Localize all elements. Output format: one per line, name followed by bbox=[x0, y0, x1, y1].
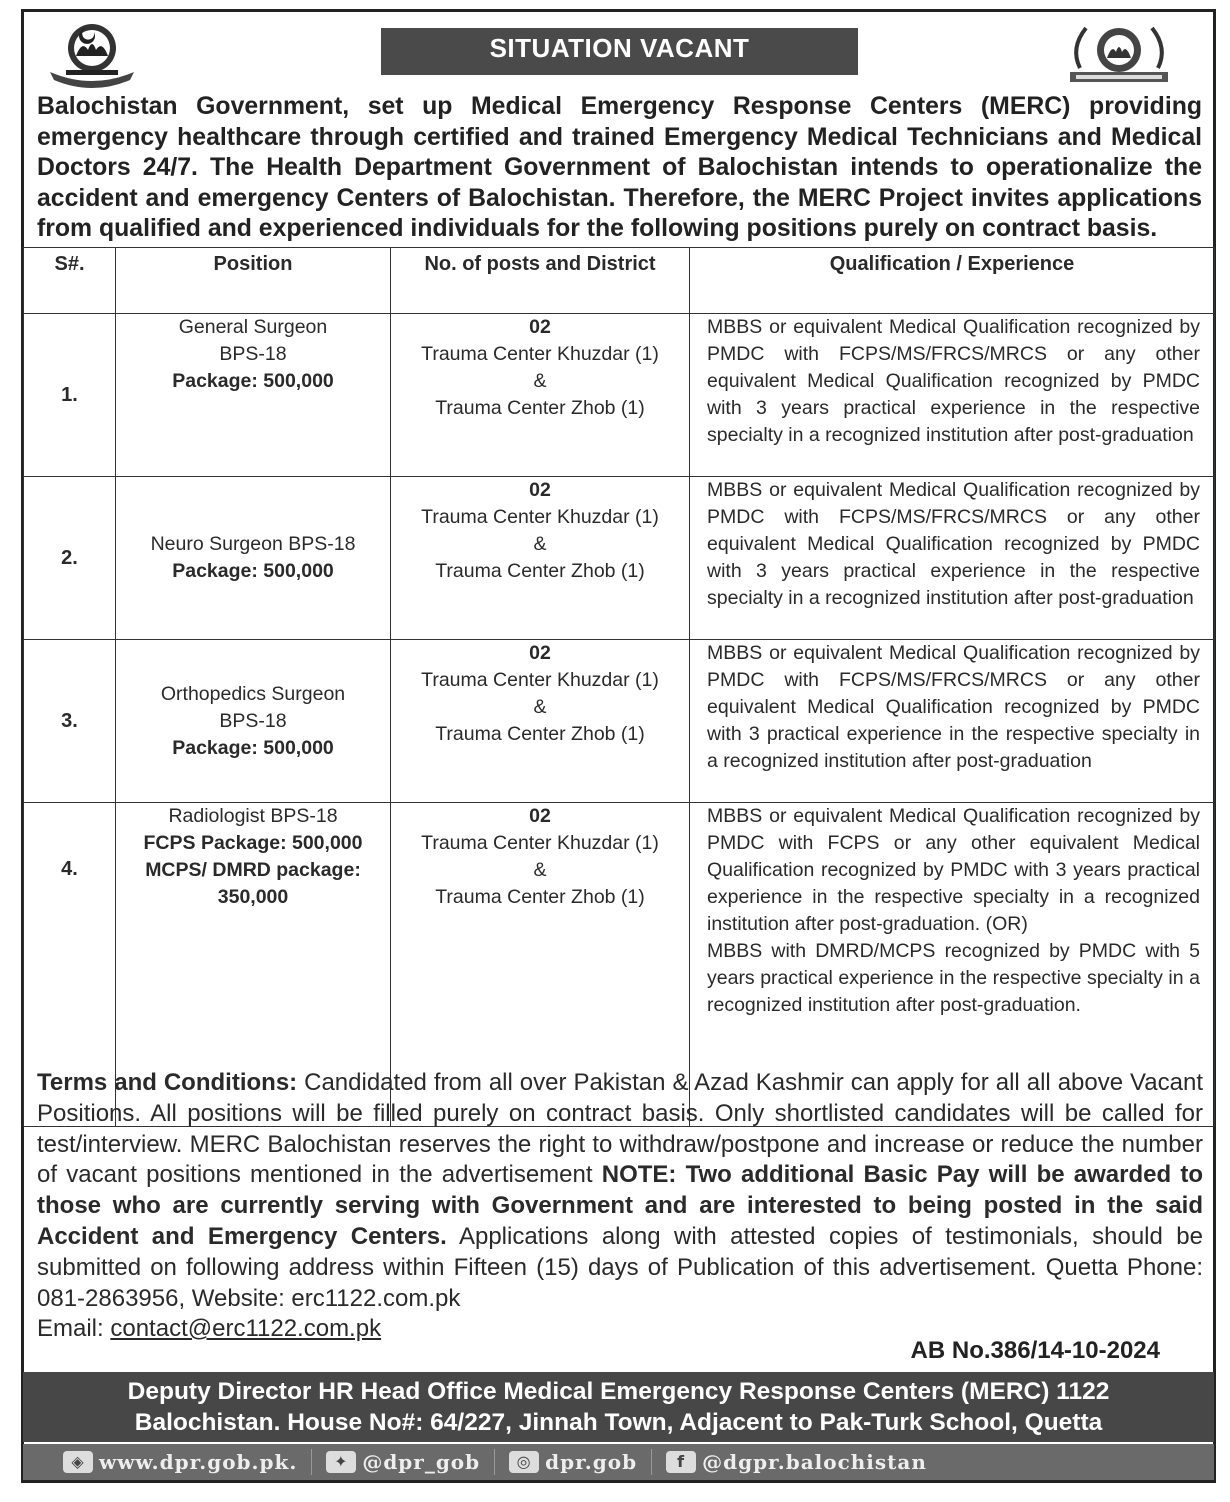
posts-count: 02 bbox=[529, 479, 551, 501]
position-grade: BPS-18 bbox=[219, 709, 287, 732]
positions-table bbox=[23, 247, 1215, 1127]
facebook-text: @dgpr.balochistan bbox=[702, 1450, 927, 1474]
contact-address-band bbox=[23, 1372, 1214, 1442]
twitter-text: @dpr_gob bbox=[362, 1450, 481, 1474]
header-qualification: Qualification / Experience bbox=[690, 248, 1215, 314]
row-qualification bbox=[690, 314, 1215, 477]
table-row bbox=[24, 477, 1215, 640]
row-sn: 2. bbox=[24, 477, 116, 640]
website-link[interactable] bbox=[63, 1450, 297, 1474]
position-title: General Surgeon bbox=[178, 316, 328, 338]
district-1: Trauma Center Khuzdar (1) bbox=[421, 832, 659, 854]
district-ampersand: & bbox=[533, 859, 547, 881]
posts-count: 02 bbox=[529, 642, 551, 664]
district-2: Trauma Center Zhob (1) bbox=[435, 723, 645, 745]
position-package-mcps: MCPS/ DMRD package: bbox=[145, 859, 361, 881]
header-posts-district: No. of posts and District bbox=[391, 248, 690, 314]
table-header-row bbox=[24, 248, 1215, 314]
row-position bbox=[116, 314, 391, 477]
district-1: Trauma Center Khuzdar (1) bbox=[421, 343, 659, 365]
position-title: Radiologist BPS-18 bbox=[168, 805, 338, 827]
position-title: Orthopedics Surgeon bbox=[160, 682, 346, 705]
district-ampersand: & bbox=[533, 696, 547, 718]
intro-paragraph: Balochistan Government, set up Medical Emergency Response Centers (MERC) providing emergency healthcare through certified and trained Emergency Medical Technicians and Medical Doctors 24/7. The Health Department Government of Balochistan intends to operationalize the accident and emergency Centers of Balochistan. Therefore, the MERC Project invites applications from qualified and experienced individuals for the following positions purely on contract basis. bbox=[37, 93, 1202, 242]
row-sn: 3. bbox=[24, 640, 116, 803]
terms-heading: Terms and Conditions: bbox=[37, 1069, 298, 1096]
header-position: Position bbox=[116, 248, 391, 314]
terms-note: NOTE: Two additional Basic Pay will be awarded to those who are currently serving with Government and are interested to being posted in the said Accident and Emergency Centers. bbox=[37, 1161, 1204, 1250]
table-row bbox=[24, 314, 1215, 477]
row-sn: 1. bbox=[24, 314, 116, 477]
district-ampersand: & bbox=[533, 533, 547, 555]
situation-vacant-banner: SITUATION VACANT bbox=[381, 28, 858, 75]
row-position bbox=[116, 477, 391, 640]
qualification-text: MBBS or equivalent Medical Qualification recognized by PMDC with FCPS/MS/FRCS/MRCS or any other equivalent Medical Qualification recognized by PMDC with 3 years practical experience in the respective specialty in a recognized institution after post-graduation bbox=[707, 479, 1200, 609]
district-2: Trauma Center Zhob (1) bbox=[435, 886, 645, 908]
district-1: Trauma Center Khuzdar (1) bbox=[421, 506, 659, 528]
row-qualification bbox=[690, 477, 1215, 640]
qualification-text: MBBS or equivalent Medical Qualification recognized by PMDC with FCPS or any other equivalent Medical Qualification recognized by PMDC with 3 years practical experience in the respective specialty in a recognized institution after post-graduation. (OR) bbox=[707, 805, 1200, 935]
header-sn: S#. bbox=[24, 248, 116, 314]
position-package: Package: 500,000 bbox=[172, 370, 334, 392]
position-package: Package: 500,000 bbox=[172, 736, 334, 759]
qualification-text-alt: MBBS with DMRD/MCPS recognized by PMDC with 5 years practical experience in the respective specialty in a recognized institution after post-graduation. bbox=[707, 940, 1200, 1016]
table-row bbox=[24, 640, 1215, 803]
social-links-bar bbox=[23, 1444, 1214, 1480]
divider bbox=[311, 1449, 312, 1475]
posts-count: 02 bbox=[529, 805, 551, 827]
twitter-link[interactable] bbox=[326, 1450, 480, 1474]
position-package-mcps-amount: 350,000 bbox=[217, 886, 289, 908]
facebook-link[interactable] bbox=[666, 1450, 927, 1474]
terms-text-2: Applications along with attested copies of testimonials, should be submitted on following address within Fifteen (15) days of Publication of this advertisement. Quetta Phone: 081-2863956, Website: erc1122.com.pk bbox=[37, 1222, 1203, 1312]
row-posts-district bbox=[391, 640, 690, 803]
address-line-2: Balochistan. House No#: 64/227, Jinnah Town, Adjacent to Pak-Turk School, Quetta bbox=[134, 1409, 1103, 1436]
merc-1122-logo bbox=[1060, 18, 1178, 90]
instagram-icon: ◎ bbox=[509, 1451, 539, 1473]
address-line-1: Deputy Director HR Head Office Medical Emergency Response Centers (MERC) 1122 bbox=[127, 1378, 1110, 1405]
position-title: Neuro Surgeon BPS-18 bbox=[150, 533, 356, 555]
terms-and-conditions bbox=[37, 1068, 1203, 1314]
district-2: Trauma Center Zhob (1) bbox=[435, 397, 645, 419]
terms-text: Candidated from all over Pakistan & Azad Kashmir can apply for all all above Vacant Positions. All positions will be filled purely on contract basis. Only shortlisted candidates will be called for test/interview. MERC Balochistan reserves the right to withdraw/postpone and increase or reduce the number of vacant positions mentioned in the advertisement bbox=[37, 1069, 1203, 1189]
email-link[interactable]: contact@erc1122.com.pk bbox=[110, 1315, 382, 1342]
district-ampersand: & bbox=[533, 370, 547, 392]
facebook-icon: f bbox=[666, 1451, 696, 1473]
instagram-link[interactable] bbox=[509, 1450, 637, 1474]
position-grade: BPS-18 bbox=[219, 343, 287, 365]
posts-count: 02 bbox=[529, 316, 551, 338]
row-qualification bbox=[690, 640, 1215, 803]
email-label: Email: bbox=[37, 1315, 111, 1342]
globe-icon: ◈ bbox=[63, 1451, 93, 1473]
qualification-text: MBBS or equivalent Medical Qualification recognized by PMDC with FCPS/MS/FRCS/MRCS or any other equivalent Medical Qualification recognized by PMDC with 3 years practical experience in the respective specialty in a recognized institution after post-graduation bbox=[707, 316, 1200, 446]
district-1: Trauma Center Khuzdar (1) bbox=[421, 669, 659, 691]
row-posts-district bbox=[391, 314, 690, 477]
twitter-icon: ✦ bbox=[326, 1451, 356, 1473]
divider bbox=[494, 1449, 495, 1475]
ab-number: AB No.386/14-10-2024 bbox=[910, 1337, 1160, 1364]
district-2: Trauma Center Zhob (1) bbox=[435, 560, 645, 582]
qualification-text: MBBS or equivalent Medical Qualification recognized by PMDC with FCPS/MS/FRCS/MRCS or any other equivalent Medical Qualification recognized by PMDC with 3 practical experience in the respective specialty in a recognized institution after post-graduation bbox=[707, 642, 1200, 772]
email-line bbox=[37, 1315, 381, 1343]
position-package: FCPS Package: 500,000 bbox=[143, 832, 363, 854]
divider bbox=[651, 1449, 652, 1475]
row-sn-text: 4. bbox=[61, 858, 78, 880]
website-text: www.dpr.gob.pk. bbox=[99, 1450, 298, 1474]
position-package: Package: 500,000 bbox=[172, 560, 334, 582]
row-posts-district bbox=[391, 477, 690, 640]
instagram-text: dpr.gob bbox=[545, 1450, 638, 1474]
balochistan-emblem-logo bbox=[46, 18, 138, 90]
row-position bbox=[116, 640, 391, 803]
